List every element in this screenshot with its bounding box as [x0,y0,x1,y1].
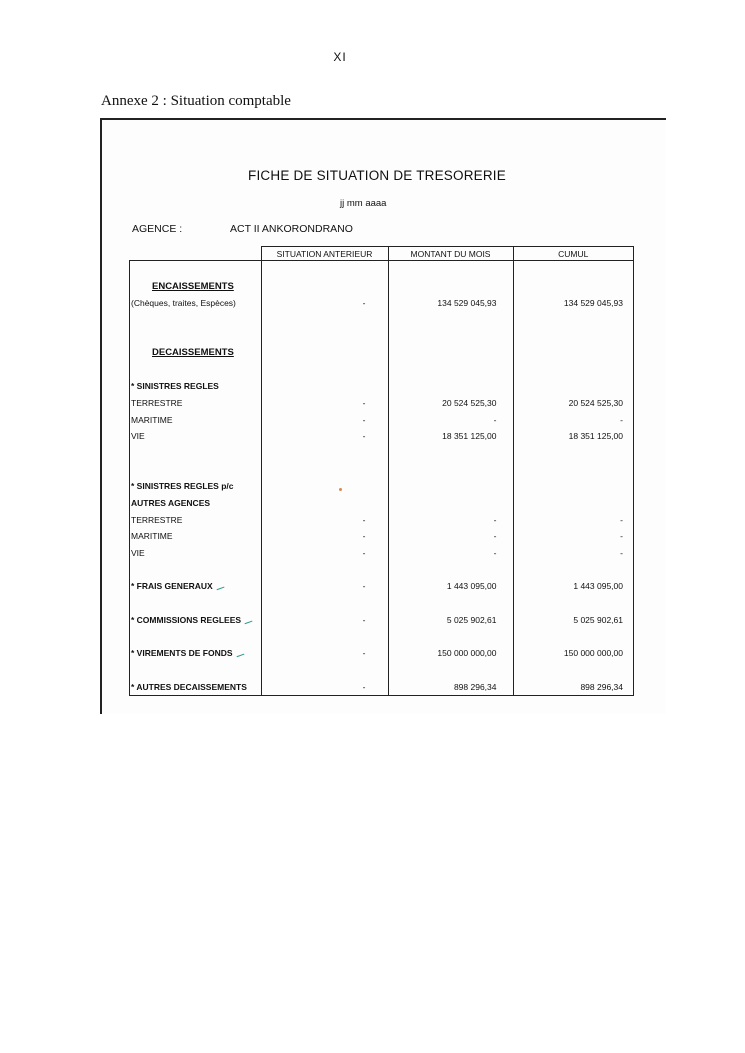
check-mark-icon [215,584,224,590]
cell-anterieur: - [261,645,388,662]
row-label: VIE [130,428,262,445]
table-row [130,645,634,662]
cell-mois: 1 443 095,00 [388,578,513,595]
check-mark-icon [235,651,244,657]
row-label [130,328,262,345]
row-label-text: * FRAIS GENERAUX [131,581,213,592]
table-row [130,378,634,395]
cell-mois: 134 529 045,93 [388,294,513,311]
row-label [130,645,262,662]
cell-cumul: 18 351 125,00 [513,428,634,445]
cell-anterieur: - [261,511,388,528]
cell-cumul: - [513,511,634,528]
section-decaissements: DECAISSEMENTS [130,344,262,361]
treasury-table [129,246,634,696]
cell-anterieur: - [261,578,388,595]
cell-cumul: 5 025 902,61 [513,611,634,628]
table-row [130,311,634,328]
table-row [130,678,634,695]
table-row [130,545,634,562]
cell-anterieur: - [261,545,388,562]
annex-title: Annexe 2 : Situation comptable [101,93,291,109]
row-label-text: * VIREMENTS DE FONDS [131,648,233,659]
row-label: AUTRES AGENCES [130,495,262,512]
cell-cumul: - [513,528,634,545]
row-label [130,561,262,578]
row-label [130,628,262,645]
table-row [130,328,634,345]
table-row [130,361,634,378]
cell-mois: 20 524 525,30 [388,395,513,412]
row-label: (Chèques, traites, Espèces) [130,294,262,311]
cell-cumul: 1 443 095,00 [513,578,634,595]
cell-cumul: 20 524 525,30 [513,395,634,412]
row-label [130,578,262,595]
cell-anterieur: - [261,528,388,545]
cell-mois: - [388,528,513,545]
table-row [130,445,634,462]
cell-mois: - [388,411,513,428]
row-label: VIE [130,545,262,562]
cell-cumul: 898 296,34 [513,678,634,695]
table-row [130,595,634,612]
cell-mois: - [388,545,513,562]
cell-anterieur: - [261,428,388,445]
row-label: * AUTRES DECAISSEMENTS [130,678,262,695]
row-label [130,611,262,628]
section-encaissements: ENCAISSEMENTS [130,278,262,295]
header-blank [130,247,262,261]
row-label [130,461,262,478]
row-label: * SINISTRES REGLES p/c [130,478,262,495]
cell-mois: 898 296,34 [388,678,513,695]
page-number: XI [333,50,347,64]
check-mark-icon [244,618,253,624]
row-label: MARITIME [130,411,262,428]
row-label: * SINISTRES REGLES [130,378,262,395]
header-mois: MONTANT DU MOIS [388,247,513,261]
row-label [130,361,262,378]
cell-cumul: 134 529 045,93 [513,294,634,311]
agence-label: AGENCE : [132,223,183,235]
row-label: MARITIME [130,528,262,545]
table-row [130,478,634,495]
cell-anterieur: - [261,611,388,628]
cell-mois: - [388,511,513,528]
cell-mois: 5 025 902,61 [388,611,513,628]
header-anterieur: SITUATION ANTERIEUR [261,247,388,261]
table-row [130,428,634,445]
row-label [130,311,262,328]
table-row [130,528,634,545]
cell-cumul: 150 000 000,00 [513,645,634,662]
row-label [130,445,262,462]
table-row [130,511,634,528]
scanned-document [100,118,666,714]
table-row [130,662,634,679]
row-label [130,662,262,679]
table-row [130,344,634,361]
table-row [130,294,634,311]
cell-cumul: - [513,411,634,428]
table-row [130,561,634,578]
table-row [130,461,634,478]
table-row [130,395,634,412]
table-row [130,578,634,595]
cell-mois: 18 351 125,00 [388,428,513,445]
agence-value: ACT II ANKORONDRANO [230,223,353,235]
date-placeholder: jj mm aaaa [340,198,387,209]
cell-anterieur: - [261,294,388,311]
row-label [130,261,262,278]
row-label: TERRESTRE [130,511,262,528]
table-row [130,261,634,278]
table-row [130,628,634,645]
cell-anterieur: - [261,395,388,412]
header-cumul: CUMUL [513,247,634,261]
row-label [130,595,262,612]
cell-anterieur: - [261,411,388,428]
cell-cumul: - [513,545,634,562]
table-row [130,611,634,628]
row-label-text: * COMMISSIONS REGLEES [131,614,242,625]
cell-anterieur: - [261,678,388,695]
cell-mois: 150 000 000,00 [388,645,513,662]
table-header-row [130,247,634,261]
table-row [130,411,634,428]
document-title: FICHE DE SITUATION DE TRESORERIE [248,168,506,183]
table-row [130,495,634,512]
table-row [130,278,634,295]
row-label: TERRESTRE [130,395,262,412]
